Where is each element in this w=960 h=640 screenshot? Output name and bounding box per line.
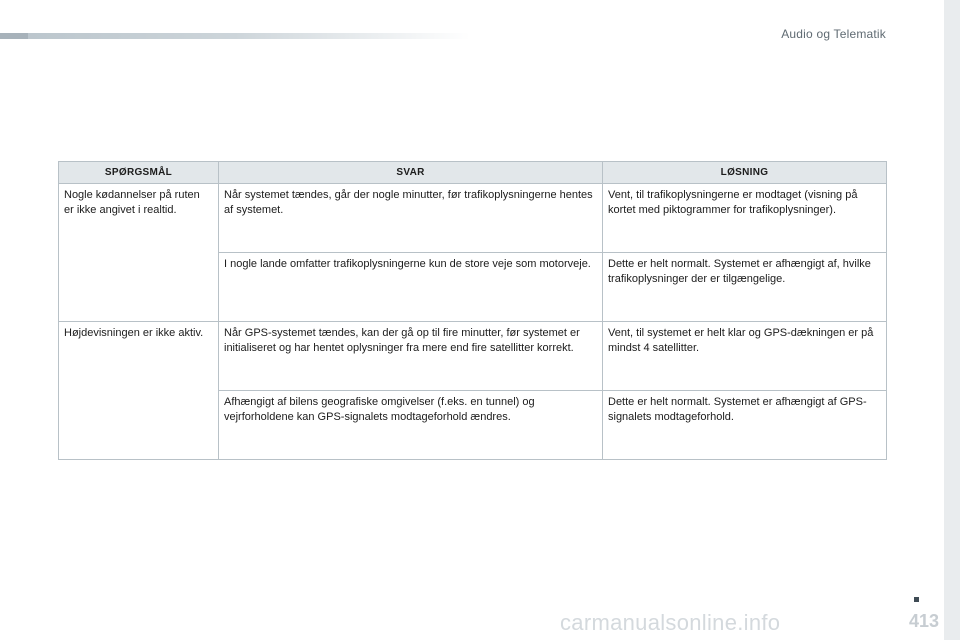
column-header-question: SPØRGSMÅL (59, 162, 219, 184)
column-header-solution: LØSNING (603, 162, 887, 184)
answer-cell: Når systemet tændes, går der nogle minutter, før trafikoplysningerne hentes af systemet. (219, 184, 603, 253)
question-cell: Højdevisningen er ikke aktiv. (59, 322, 219, 460)
answer-cell: I nogle lande omfatter trafikoplysningerne kun de store veje som motorveje. (219, 253, 603, 322)
troubleshooting-table (58, 161, 887, 460)
table-header-row (59, 162, 887, 184)
section-title: Audio og Telematik (781, 27, 886, 41)
header-accent-bar-start (0, 33, 28, 39)
header-accent-bar (0, 33, 470, 39)
table-row (59, 322, 887, 391)
question-cell: Nogle kødannelser på ruten er ikke angivet i realtid. (59, 184, 219, 322)
column-header-answer: SVAR (219, 162, 603, 184)
page-marker-dot (914, 597, 919, 602)
solution-cell: Dette er helt normalt. Systemet er afhængigt af, hvilke trafikoplysninger der er tilgængelige. (603, 253, 887, 322)
solution-cell: Vent, til trafikoplysningerne er modtaget (visning på kortet med piktogrammer for trafikoplysninger). (603, 184, 887, 253)
solution-cell: Dette er helt normalt. Systemet er afhængigt af GPS-signalets modtageforhold. (603, 391, 887, 460)
answer-cell: Afhængigt af bilens geografiske omgivelser (f.eks. en tunnel) og vejrforholdene kan GPS-signalets modtageforhold ændres. (219, 391, 603, 460)
answer-cell: Når GPS-systemet tændes, kan der gå op til fire minutter, før systemet er initialiseret og har hentet oplysninger fra mere end fire satellitter korrekt. (219, 322, 603, 391)
solution-cell: Vent, til systemet er helt klar og GPS-dækningen er på mindst 4 satellitter. (603, 322, 887, 391)
table-row (59, 184, 887, 253)
watermark: carmanualsonline.info (560, 610, 781, 635)
page-side-strip (944, 0, 960, 640)
page-number: 413 (909, 611, 940, 631)
